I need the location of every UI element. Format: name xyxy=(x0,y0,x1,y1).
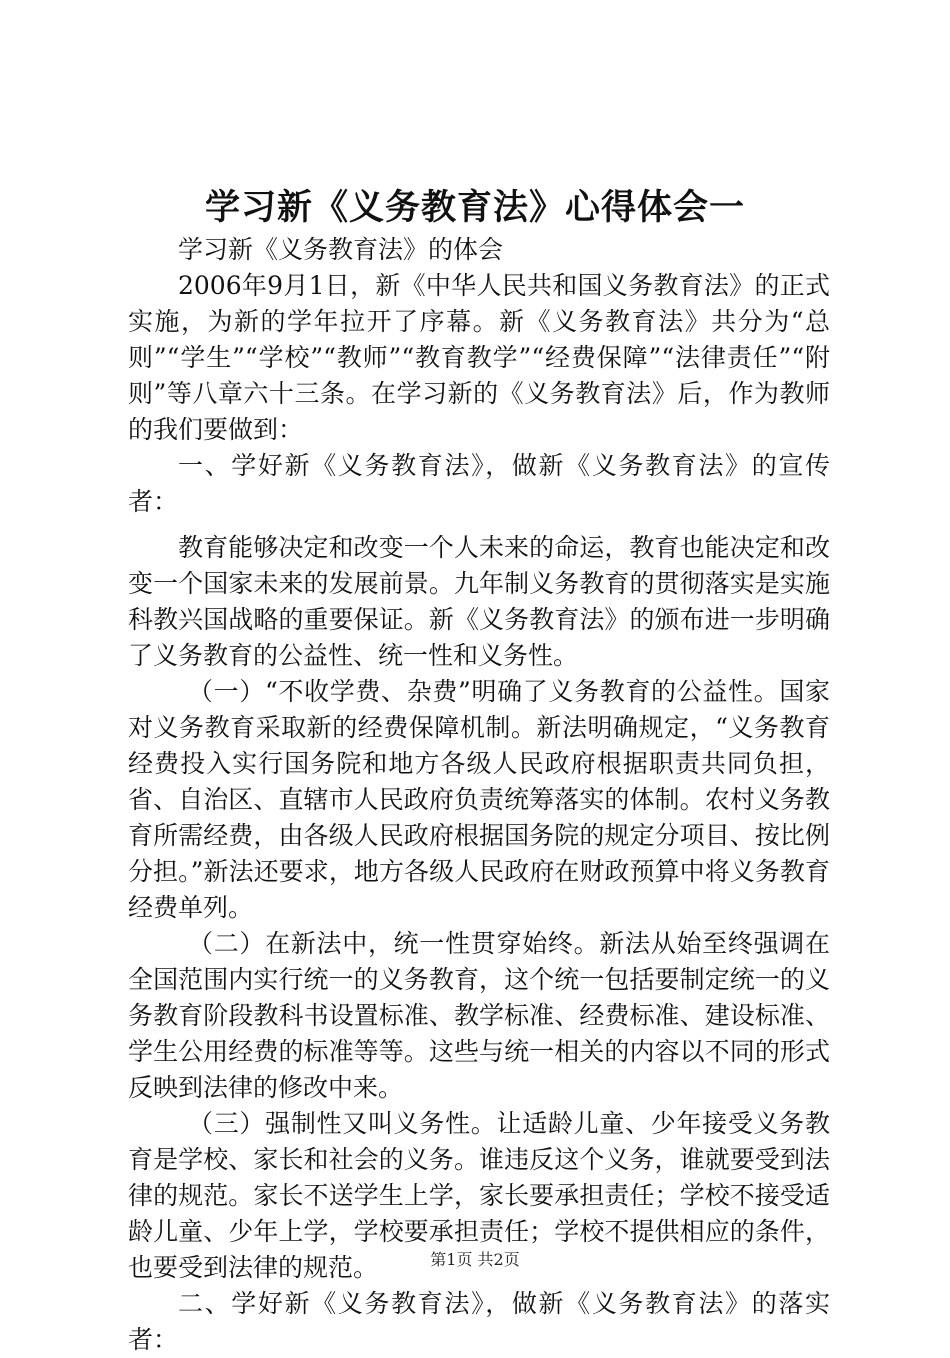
body-paragraph: （三）强制性又叫义务性。让适龄儿童、少年接受义务教育是学校、家长和社会的义务。谁违反这个义务，谁就要受到法律的规范。家长不送学生上学，家长要承担责任；学校不接受适龄儿童、少年上学，学校要承担责任；学校不提供相应的条件，也要受到法律的规范。 xyxy=(128,1109,830,1282)
body-paragraph: （二）在新法中，统一性贯穿始终。新法从始至终强调在全国范围内实行统一的义务教育，这个统一包括要制定统一的义务教育阶段教科书设置标准、教学标准、经费标准、建设标准、学生公用经费的标准等等。这些与统一相关的内容以不同的形式反映到法律的修改中来。 xyxy=(128,929,830,1102)
body-paragraph: （一）“不收学费、杂费”明确了义务教育的公益性。国家对义务教育采取新的经费保障机制。新法明确规定，“义务教育经费投入实行国务院和地方各级人民政府根据职责共同负担，省、自治区、直辖市人民政府负责统筹落实的体制。农村义务教育所需经费，由各级人民政府根据国务院的规定分项目、按比例分担。”新法还要求，地方各级人民政府在财政预算中将义务教育经费单列。 xyxy=(128,677,830,922)
section-heading-2: 二、学好新《义务教育法》，做新《义务教育法》的落实者： xyxy=(128,1289,830,1354)
section-heading-1: 一、学好新《义务教育法》，做新《义务教育法》的宣传者： xyxy=(128,451,830,516)
page-footer: 第1页 共2页 xyxy=(430,1250,520,1269)
document-title: 学习新《义务教育法》心得体会一 xyxy=(204,187,745,228)
document-body xyxy=(128,232,830,1358)
intro-paragraph: 2006年9月1日，新《中华人民共和国义务教育法》的正式实施，为新的学年拉开了序幕。新《义务教育法》共分为“总则”“学生”“学校”“教师”“教育教学”“经费保障”“法律责任”“附则”等八章六十三条。在学习新的《义务教育法》后，作为教师的我们要做到： xyxy=(128,271,830,444)
body-paragraph: 教育能够决定和改变一个人未来的命运，教育也能决定和改变一个国家未来的发展前景。九年制义务教育的贯彻落实是实施科教兴国战略的重要保证。新《义务教育法》的颁布进一步明确了义务教育的公益性、统一性和义务性。 xyxy=(128,533,830,670)
subtitle-paragraph: 学习新《义务教育法》的体会 xyxy=(178,235,504,264)
